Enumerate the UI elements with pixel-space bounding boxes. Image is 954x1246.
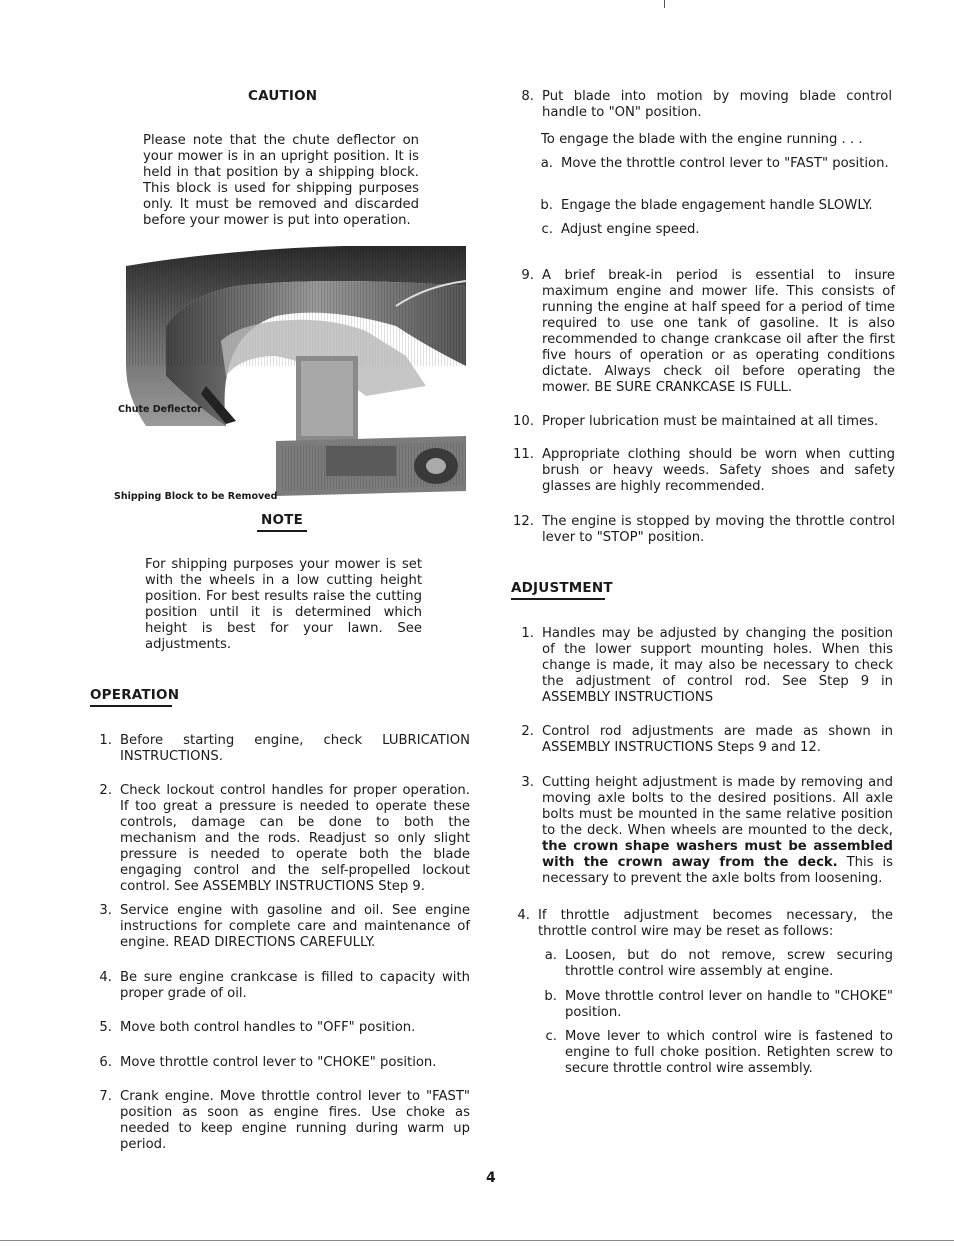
sub-item-8c: c. Adjust engine speed.: [541, 222, 700, 237]
caution-text: Please note that the chute deflector on your mower is in an upright position. It is held in that position by a shipping block. This block is used for shipping purposes only. It must be removed and discarded before your mower is put into operation.: [143, 133, 419, 228]
adjustment-heading: ADJUSTMENT: [511, 580, 605, 600]
note-heading: NOTE: [257, 512, 307, 532]
bottom-rule: [0, 1240, 954, 1241]
mower-photo: [126, 246, 466, 508]
sub-item-8b: b. Engage the blade engagement handle SLOWLY.: [540, 198, 873, 213]
engage-blade-intro: To engage the blade with the engine running . . .: [541, 132, 863, 147]
top-tick-mark: [664, 0, 665, 8]
mower-photo-illustration: [126, 246, 466, 508]
sub-item-4a: a. Loosen, but do not remove, screw securing throttle control wire assembly at engine.: [544, 948, 893, 979]
operation-item-1: 1. Before starting engine, check LUBRICATION INSTRUCTIONS.: [99, 733, 470, 764]
operation-item-4: 4. Be sure engine crankcase is filled to capacity with proper grade of oil.: [99, 970, 470, 1001]
operation-item-3: 3. Service engine with gasoline and oil. See engine instructions for complete care and maintenance of engine. READ DIRECTIONS CAREFULLY.: [99, 903, 470, 950]
sub-item-8a: a. Move the throttle control lever to "FAST" position.: [540, 156, 889, 171]
operation-item-7: 7. Crank engine. Move throttle control lever to "FAST" position as soon as engine fires. Use choke as needed to keep engine running during warm up period.: [99, 1089, 470, 1152]
adjustment-item-2: 2. Control rod adjustments are made as shown in ASSEMBLY INSTRUCTIONS Steps 9 and 12.: [521, 724, 893, 755]
note-text: For shipping purposes your mower is set with the wheels in a low cutting height position. For best results raise the cutting position until it is determined which height is best for your lawn. See adjustments.: [145, 557, 422, 652]
shipping-block-label: Shipping Block to be Removed: [114, 491, 278, 502]
page-number: 4: [486, 1170, 496, 1186]
operation-item-5: 5. Move both control handles to "OFF" position.: [99, 1020, 416, 1035]
operation-item-8: 8. Put blade into motion by moving blade control handle to "ON" position.: [521, 89, 892, 120]
operation-item-2: 2. Check lockout control handles for proper operation. If too great a pressure is needed to operate these controls, damage can be done to both the mechanism and the rods. Readjust so only slight pressure is needed to operate both the blade engaging control and the self-propelled lockout control. See ASSEMBLY INSTRUCTIONS Step 9.: [99, 783, 470, 894]
sub-item-4b: b. Move throttle control lever on handle to "CHOKE" position.: [544, 989, 893, 1020]
operation-item-12: 12. The engine is stopped by moving the throttle control lever to "STOP" position.: [513, 514, 895, 545]
sub-item-4c: c. Move lever to which control wire is fastened to engine to full choke position. Retighten screw to secure throttle control wire assembly.: [545, 1029, 893, 1076]
operation-item-11: 11. Appropriate clothing should be worn when cutting brush or heavy weeds. Safety shoes and safety glasses are highly recommended.: [513, 447, 895, 494]
chute-deflector-label: Chute Deflector: [118, 404, 202, 415]
operation-item-9: 9. A brief break-in period is essential to insure maximum engine and mower life. This consists of running the engine at half speed for a period of time required to use one tank of gasoline. It is also recommended to change crankcase oil after the first five hours of operation or as operating conditions dictate. Always check oil before operating the mower. BE SURE CRANKCASE IS FULL.: [521, 268, 895, 395]
adjustment-item-4: 4. If throttle adjustment becomes necessary, the throttle control wire may be reset as follows:: [517, 908, 893, 939]
adjustment-item-3: 3. Cutting height adjustment is made by removing and moving axle bolts to the desired positions. All axle bolts must be mounted in the same relative position to the deck. When wheels are mounted to the deck, the crown shape washers must be assembled with the crown away from the deck. This is necessary to prevent the axle bolts from loosening.: [521, 775, 893, 886]
operation-item-10: 10. Proper lubrication must be maintained at all times.: [513, 414, 879, 429]
caution-heading: CAUTION: [248, 88, 318, 104]
adjustment-item-1: 1. Handles may be adjusted by changing the position of the lower support mounting holes. When this change is made, it may also be necessary to check the adjustment of control rod. See Step 9 in ASSEMBLY INSTRUCTIONS: [521, 626, 893, 705]
operation-item-6: 6. Move throttle control lever to "CHOKE" position.: [99, 1055, 437, 1070]
operation-heading: OPERATION: [90, 687, 172, 707]
